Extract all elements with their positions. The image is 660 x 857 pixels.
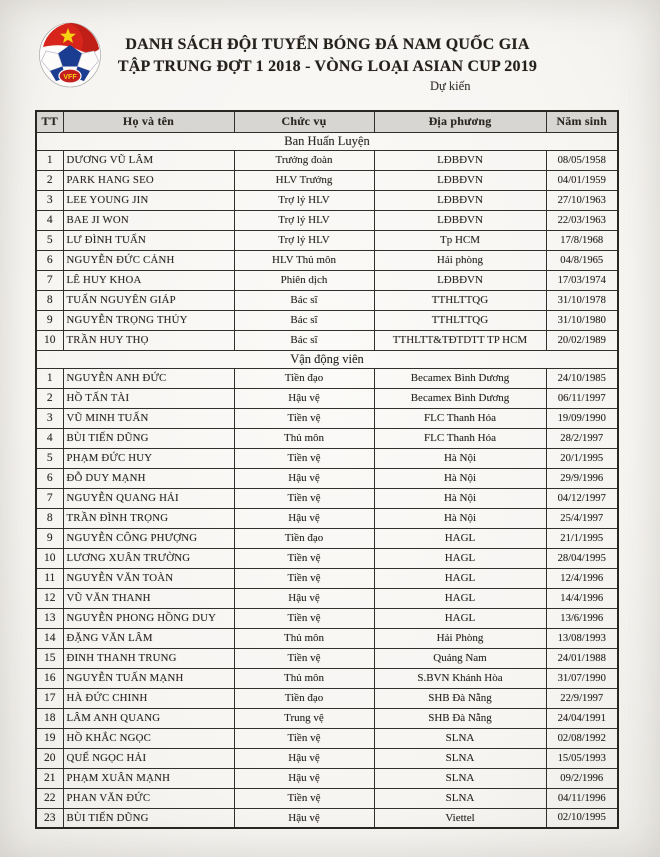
page-title-line2: TẬP TRUNG ĐỢT 1 2018 - VÒNG LOẠI ASIAN CUP 2019 bbox=[117, 58, 538, 75]
cell-locality: TTHLTT&TĐTDTT TP HCM bbox=[374, 330, 546, 350]
cell-name: NGUYỄN VĂN TOÀN bbox=[63, 568, 234, 588]
cell-name: BÙI TIẾN DŨNG bbox=[63, 428, 234, 448]
cell-tt: 13 bbox=[36, 608, 63, 628]
cell-tt: 8 bbox=[36, 508, 63, 528]
cell-birthdate: 06/11/1997 bbox=[546, 388, 618, 408]
cell-birthdate: 02/08/1992 bbox=[546, 728, 618, 748]
table-row bbox=[36, 568, 618, 588]
cell-tt: 10 bbox=[36, 548, 63, 568]
cell-name: QUẾ NGỌC HẢI bbox=[63, 748, 234, 768]
cell-birthdate: 17/8/1968 bbox=[546, 230, 618, 250]
cell-name: ĐINH THANH TRUNG bbox=[63, 648, 234, 668]
roster-table bbox=[35, 110, 619, 829]
table-row bbox=[36, 628, 618, 648]
cell-locality: LĐBĐVN bbox=[374, 170, 546, 190]
table-row bbox=[36, 508, 618, 528]
cell-birthdate: 08/05/1958 bbox=[546, 150, 618, 170]
cell-tt: 11 bbox=[36, 568, 63, 588]
cell-birthdate: 04/11/1996 bbox=[546, 788, 618, 808]
cell-name: DƯƠNG VŨ LÂM bbox=[63, 150, 234, 170]
cell-role: Trợ lý HLV bbox=[234, 190, 374, 210]
cell-role: Phiên dịch bbox=[234, 270, 374, 290]
table-row bbox=[36, 748, 618, 768]
cell-locality: TTHLTTQG bbox=[374, 290, 546, 310]
cell-birthdate: 04/01/1959 bbox=[546, 170, 618, 190]
cell-birthdate: 31/10/1978 bbox=[546, 290, 618, 310]
cell-birthdate: 31/10/1980 bbox=[546, 310, 618, 330]
table-row bbox=[36, 150, 618, 170]
cell-tt: 6 bbox=[36, 250, 63, 270]
cell-name: BÙI TIẾN DŨNG bbox=[63, 808, 234, 828]
cell-name: NGUYỄN CÔNG PHƯỢNG bbox=[63, 528, 234, 548]
cell-tt: 2 bbox=[36, 388, 63, 408]
cell-role: Thủ môn bbox=[234, 428, 374, 448]
cell-tt: 1 bbox=[36, 150, 63, 170]
cell-tt: 19 bbox=[36, 728, 63, 748]
cell-tt: 14 bbox=[36, 628, 63, 648]
cell-locality: LĐBĐVN bbox=[374, 270, 546, 290]
cell-role: Trung vệ bbox=[234, 708, 374, 728]
cell-locality: HAGL bbox=[374, 568, 546, 588]
cell-role: Tiền đạo bbox=[234, 528, 374, 548]
cell-birthdate: 29/9/1996 bbox=[546, 468, 618, 488]
cell-locality: Hải Phòng bbox=[374, 628, 546, 648]
cell-role: HLV Thủ môn bbox=[234, 250, 374, 270]
cell-role: Thủ môn bbox=[234, 668, 374, 688]
table-row bbox=[36, 408, 618, 428]
cell-name: TRẦN HUY THỌ bbox=[63, 330, 234, 350]
cell-role: Bác sĩ bbox=[234, 290, 374, 310]
cell-birthdate: 02/10/1995 bbox=[546, 808, 618, 828]
cell-birthdate: 20/1/1995 bbox=[546, 448, 618, 468]
cell-role: Trợ lý HLV bbox=[234, 210, 374, 230]
table-row bbox=[36, 250, 618, 270]
cell-name: NGUYỄN TRỌNG THỦY bbox=[63, 310, 234, 330]
cell-role: Tiền đạo bbox=[234, 688, 374, 708]
cell-birthdate: 24/04/1991 bbox=[546, 708, 618, 728]
cell-locality: Hải phòng bbox=[374, 250, 546, 270]
cell-name: NGUYỄN ĐỨC CẢNH bbox=[63, 250, 234, 270]
cell-birthdate: 22/03/1963 bbox=[546, 210, 618, 230]
table-row bbox=[36, 310, 618, 330]
cell-tt: 10 bbox=[36, 330, 63, 350]
table-row bbox=[36, 528, 618, 548]
cell-locality: LĐBĐVN bbox=[374, 150, 546, 170]
section-row bbox=[36, 350, 618, 368]
cell-tt: 16 bbox=[36, 668, 63, 688]
table-row bbox=[36, 230, 618, 250]
cell-role: Thủ môn bbox=[234, 628, 374, 648]
cell-tt: 21 bbox=[36, 768, 63, 788]
cell-birthdate: 04/8/1965 bbox=[546, 250, 618, 270]
cell-birthdate: 13/6/1996 bbox=[546, 608, 618, 628]
table-row bbox=[36, 488, 618, 508]
cell-birthdate: 12/4/1996 bbox=[546, 568, 618, 588]
table-row bbox=[36, 688, 618, 708]
cell-role: HLV Trưởng bbox=[234, 170, 374, 190]
cell-locality: SHB Đà Nẵng bbox=[374, 688, 546, 708]
cell-name: LEE YOUNG JIN bbox=[63, 190, 234, 210]
table-row bbox=[36, 388, 618, 408]
cell-role: Hậu vệ bbox=[234, 508, 374, 528]
cell-locality: S.BVN Khánh Hòa bbox=[374, 668, 546, 688]
header-tt: TT bbox=[36, 111, 63, 132]
table-row bbox=[36, 448, 618, 468]
cell-locality: SLNA bbox=[374, 748, 546, 768]
cell-role: Tiền vệ bbox=[234, 408, 374, 428]
cell-locality: TTHLTTQG bbox=[374, 310, 546, 330]
table-row bbox=[36, 788, 618, 808]
cell-birthdate: 21/1/1995 bbox=[546, 528, 618, 548]
cell-name: VŨ MINH TUẤN bbox=[63, 408, 234, 428]
cell-tt: 18 bbox=[36, 708, 63, 728]
cell-tt: 5 bbox=[36, 230, 63, 250]
roster-table-body bbox=[36, 132, 618, 828]
cell-tt: 9 bbox=[36, 528, 63, 548]
cell-name: TUẤN NGUYÊN GIÁP bbox=[63, 290, 234, 310]
cell-name: LƯƠNG XUÂN TRƯỜNG bbox=[63, 548, 234, 568]
cell-locality: Hà Nội bbox=[374, 448, 546, 468]
cell-role: Trưởng đoàn bbox=[234, 150, 374, 170]
cell-tt: 9 bbox=[36, 310, 63, 330]
table-row bbox=[36, 290, 618, 310]
cell-role: Tiền vệ bbox=[234, 788, 374, 808]
cell-role: Tiền vệ bbox=[234, 448, 374, 468]
cell-tt: 8 bbox=[36, 290, 63, 310]
cell-tt: 22 bbox=[36, 788, 63, 808]
cell-birthdate: 20/02/1989 bbox=[546, 330, 618, 350]
cell-birthdate: 13/08/1993 bbox=[546, 628, 618, 648]
table-row bbox=[36, 808, 618, 828]
cell-role: Hậu vệ bbox=[234, 468, 374, 488]
table-row bbox=[36, 608, 618, 628]
cell-locality: SHB Đà Nẵng bbox=[374, 708, 546, 728]
cell-locality: SLNA bbox=[374, 788, 546, 808]
cell-locality: Hà Nội bbox=[374, 508, 546, 528]
cell-birthdate: 24/01/1988 bbox=[546, 648, 618, 668]
cell-locality: FLC Thanh Hóa bbox=[374, 408, 546, 428]
cell-name: NGUYỄN TUẤN MẠNH bbox=[63, 668, 234, 688]
cell-locality: HAGL bbox=[374, 528, 546, 548]
cell-tt: 15 bbox=[36, 648, 63, 668]
cell-birthdate: 27/10/1963 bbox=[546, 190, 618, 210]
cell-name: LÊ HUY KHOA bbox=[63, 270, 234, 290]
cell-role: Tiền vệ bbox=[234, 568, 374, 588]
header-role: Chức vụ bbox=[234, 111, 374, 132]
cell-birthdate: 19/09/1990 bbox=[546, 408, 618, 428]
table-row bbox=[36, 708, 618, 728]
cell-name: NGUYỄN ANH ĐỨC bbox=[63, 368, 234, 388]
section-title: Ban Huấn Luyện bbox=[36, 132, 618, 150]
cell-locality: Quảng Nam bbox=[374, 648, 546, 668]
cell-role: Hậu vệ bbox=[234, 588, 374, 608]
cell-locality: SLNA bbox=[374, 768, 546, 788]
cell-birthdate: 28/2/1997 bbox=[546, 428, 618, 448]
table-row bbox=[36, 648, 618, 668]
cell-locality: FLC Thanh Hóa bbox=[374, 428, 546, 448]
cell-tt: 12 bbox=[36, 588, 63, 608]
note-label: Dự kiến bbox=[430, 79, 471, 93]
cell-name: PARK HANG SEO bbox=[63, 170, 234, 190]
cell-role: Hậu vệ bbox=[234, 388, 374, 408]
cell-name: ĐẶNG VĂN LÂM bbox=[63, 628, 234, 648]
cell-locality: Becamex Bình Dương bbox=[374, 388, 546, 408]
cell-name: PHẠM XUÂN MẠNH bbox=[63, 768, 234, 788]
table-row bbox=[36, 668, 618, 688]
cell-locality: Becamex Bình Dương bbox=[374, 368, 546, 388]
cell-name: HÀ ĐỨC CHINH bbox=[63, 688, 234, 708]
cell-birthdate: 14/4/1996 bbox=[546, 588, 618, 608]
cell-locality: HAGL bbox=[374, 588, 546, 608]
cell-locality: LĐBĐVN bbox=[374, 190, 546, 210]
cell-tt: 3 bbox=[36, 190, 63, 210]
cell-locality: SLNA bbox=[374, 728, 546, 748]
cell-role: Tiền vệ bbox=[234, 608, 374, 628]
cell-tt: 4 bbox=[36, 210, 63, 230]
cell-birthdate: 22/9/1997 bbox=[546, 688, 618, 708]
table-row bbox=[36, 210, 618, 230]
cell-name: NGUYỄN QUANG HẢI bbox=[63, 488, 234, 508]
cell-name: BAE JI WON bbox=[63, 210, 234, 230]
section-row bbox=[36, 132, 618, 150]
cell-tt: 1 bbox=[36, 368, 63, 388]
cell-locality: Hà Nội bbox=[374, 488, 546, 508]
cell-tt: 6 bbox=[36, 468, 63, 488]
cell-name: LƯ ĐÌNH TUẤN bbox=[63, 230, 234, 250]
header-birthyear: Năm sinh bbox=[546, 111, 618, 132]
cell-name: NGUYỄN PHONG HỒNG DUY bbox=[63, 608, 234, 628]
cell-role: Hậu vệ bbox=[234, 768, 374, 788]
cell-tt: 3 bbox=[36, 408, 63, 428]
cell-birthdate: 24/10/1985 bbox=[546, 368, 618, 388]
cell-locality: HAGL bbox=[374, 608, 546, 628]
cell-role: Tiền vệ bbox=[234, 728, 374, 748]
table-row bbox=[36, 728, 618, 748]
cell-role: Hậu vệ bbox=[234, 748, 374, 768]
cell-birthdate: 31/07/1990 bbox=[546, 668, 618, 688]
table-row bbox=[36, 330, 618, 350]
cell-birthdate: 28/04/1995 bbox=[546, 548, 618, 568]
table-row bbox=[36, 190, 618, 210]
cell-locality: LĐBĐVN bbox=[374, 210, 546, 230]
document-title bbox=[35, 34, 620, 78]
cell-role: Bác sĩ bbox=[234, 330, 374, 350]
header-locality: Địa phương bbox=[374, 111, 546, 132]
cell-role: Tiền vệ bbox=[234, 488, 374, 508]
cell-role: Tiền vệ bbox=[234, 548, 374, 568]
cell-birthdate: 04/12/1997 bbox=[546, 488, 618, 508]
cell-birthdate: 25/4/1997 bbox=[546, 508, 618, 528]
cell-name: PHAN VĂN ĐỨC bbox=[63, 788, 234, 808]
cell-name: PHẠM ĐỨC HUY bbox=[63, 448, 234, 468]
cell-name: HỒ KHẮC NGỌC bbox=[63, 728, 234, 748]
table-row bbox=[36, 548, 618, 568]
table-row bbox=[36, 428, 618, 448]
cell-tt: 23 bbox=[36, 808, 63, 828]
cell-role: Hậu vệ bbox=[234, 808, 374, 828]
cell-name: VŨ VĂN THANH bbox=[63, 588, 234, 608]
cell-role: Tiền vệ bbox=[234, 648, 374, 668]
cell-locality: Hà Nội bbox=[374, 468, 546, 488]
cell-role: Trợ lý HLV bbox=[234, 230, 374, 250]
cell-tt: 20 bbox=[36, 748, 63, 768]
vff-logo-text: VFF bbox=[63, 74, 77, 81]
page-title-line1: DANH SÁCH ĐỘI TUYỂN BÓNG ĐÁ NAM QUỐC GIA bbox=[125, 36, 530, 53]
cell-tt: 5 bbox=[36, 448, 63, 468]
table-row bbox=[36, 588, 618, 608]
cell-birthdate: 09/2/1996 bbox=[546, 768, 618, 788]
cell-tt: 7 bbox=[36, 270, 63, 290]
table-row bbox=[36, 468, 618, 488]
cell-name: TRẦN ĐÌNH TRỌNG bbox=[63, 508, 234, 528]
header-name: Họ và tên bbox=[63, 111, 234, 132]
cell-tt: 4 bbox=[36, 428, 63, 448]
cell-role: Bác sĩ bbox=[234, 310, 374, 330]
cell-name: ĐỖ DUY MẠNH bbox=[63, 468, 234, 488]
section-title: Vận động viên bbox=[36, 350, 618, 368]
cell-tt: 2 bbox=[36, 170, 63, 190]
cell-name: LÂM ANH QUANG bbox=[63, 708, 234, 728]
table-row bbox=[36, 768, 618, 788]
cell-role: Tiền đạo bbox=[234, 368, 374, 388]
table-row bbox=[36, 170, 618, 190]
cell-birthdate: 17/03/1974 bbox=[546, 270, 618, 290]
table-row bbox=[36, 368, 618, 388]
cell-name: HỒ TẤN TÀI bbox=[63, 388, 234, 408]
cell-locality: Tp HCM bbox=[374, 230, 546, 250]
cell-tt: 7 bbox=[36, 488, 63, 508]
table-row bbox=[36, 270, 618, 290]
table-header-row bbox=[36, 111, 618, 132]
cell-birthdate: 15/05/1993 bbox=[546, 748, 618, 768]
cell-locality: HAGL bbox=[374, 548, 546, 568]
cell-tt: 17 bbox=[36, 688, 63, 708]
cell-locality: Viettel bbox=[374, 808, 546, 828]
